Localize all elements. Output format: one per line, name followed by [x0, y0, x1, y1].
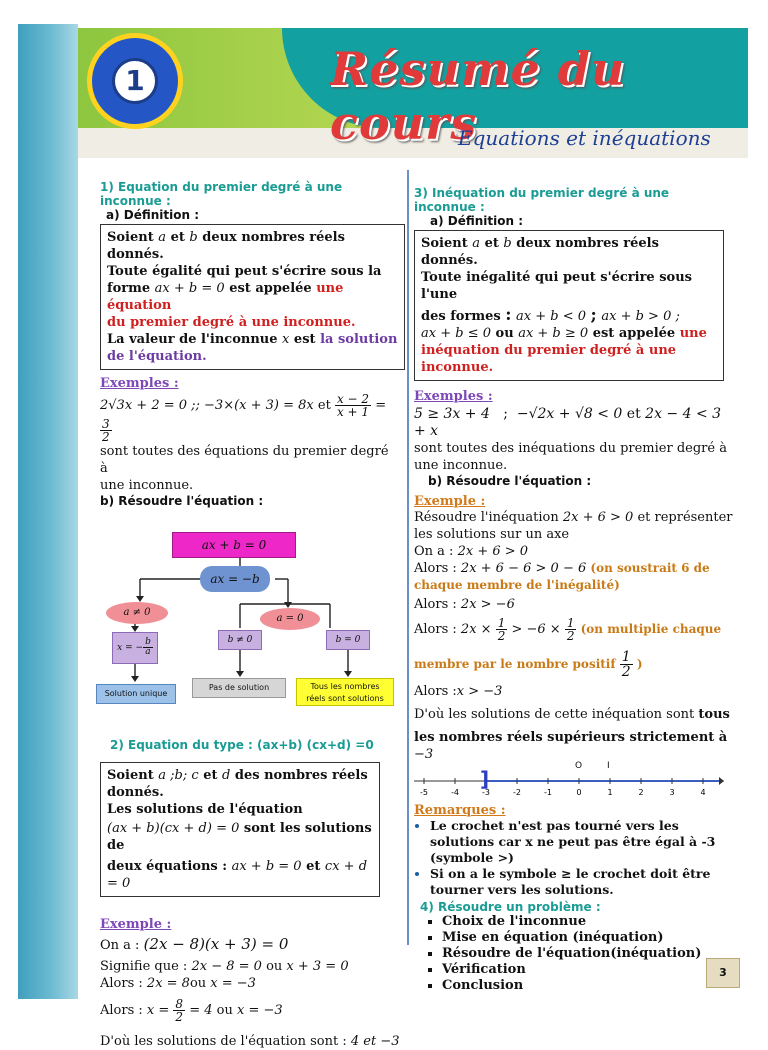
axis-tick-label: 0: [576, 788, 582, 797]
text: ): [636, 657, 643, 671]
comment-text: chaque membre de l'inégalité): [414, 578, 620, 592]
math: ax + b ≥ 0: [518, 326, 589, 341]
example-2-line: [100, 958, 400, 975]
fraction: [100, 418, 112, 443]
flow-result-all-reals: [296, 678, 394, 706]
examples-title-right: Exemples :: [414, 389, 493, 404]
step-item: ▪ Conclusion: [442, 978, 734, 994]
math: 2√3x + 2 = 0 ;; −3×(x + 3) = 8x: [100, 398, 314, 413]
section-3-title: 3) Inéquation du premier degré à une inconnue :: [414, 186, 670, 214]
remark-item: • Le crochet n'est pas tourné vers les solutions car x ne peut pas être égal à -3 (symbole >): [430, 818, 734, 866]
math: 2x − 8 = 0: [191, 959, 262, 974]
number-line-svg: [414, 765, 724, 799]
text: et représenter: [637, 510, 733, 525]
math: (2x − 8)(x + 3) = 0: [143, 935, 289, 953]
example-right-title: Exemple :: [414, 494, 486, 509]
text: et: [484, 236, 499, 251]
section-3b-title: b) Résoudre l'équation :: [428, 474, 592, 488]
highlight-text: du premier degré à une inconnue.: [107, 315, 356, 330]
math: x: [282, 332, 290, 347]
examples-title: Exemples :: [100, 376, 179, 391]
fraction: [565, 617, 577, 642]
math: (ax + b)(cx + d) = 0: [107, 821, 240, 836]
examples-text: sont toutes des inéquations du premier degré à: [414, 441, 727, 456]
text: Soient: [421, 236, 468, 251]
text: D'où les solutions de cette inéquation sont: [414, 707, 695, 722]
math: a ;b; c: [158, 768, 199, 783]
numerator: 3: [102, 417, 110, 431]
text: membre par le nombre positif: [414, 657, 616, 671]
text: des formes: [421, 309, 501, 324]
flow-node-b-not-zero: b ≠ 0: [218, 630, 262, 650]
axis-tick-label: -2: [513, 788, 521, 797]
text: Alors :: [414, 622, 457, 637]
highlight-text: une: [679, 326, 707, 341]
math: a: [472, 236, 481, 251]
example-line: [414, 617, 734, 642]
flow-node-ax-minus-b: ax = −b: [200, 566, 270, 592]
resolution-flowchart: [100, 528, 400, 708]
step-item: ▪ Mise en équation (inéquation): [442, 930, 734, 946]
left-column: [100, 180, 400, 1050]
definition-box-product: [100, 762, 380, 897]
flow-node-solution-formula: [112, 632, 158, 664]
example-line: [414, 596, 734, 613]
axis-tick-label: 3: [669, 788, 675, 797]
examples-text: une inconnue.: [414, 458, 508, 473]
math: ax + b < 0: [516, 309, 587, 324]
section-1b-title: b) Résoudre l'équation :: [100, 494, 264, 508]
math: =: [375, 398, 387, 413]
math: 4 et −3: [350, 1034, 400, 1049]
comment-text: (on soustrait 6 de: [590, 561, 710, 575]
math: d: [222, 768, 231, 783]
example-line: [414, 543, 734, 560]
text: Alors :: [100, 976, 143, 991]
math: ax + b = 0: [231, 859, 302, 874]
math: ax + b = 0: [154, 281, 225, 296]
example-2-line: [100, 936, 400, 954]
page-number: 3: [706, 958, 740, 988]
text: deux nombres réels donnés.: [107, 230, 345, 262]
fraction: [143, 638, 153, 657]
definition-box-equation: [100, 224, 405, 370]
flow-node-a-not-zero: a ≠ 0: [106, 602, 168, 624]
highlight-text: inconnue.: [421, 360, 494, 375]
example-line: [414, 706, 734, 723]
section-4-title: 4) Résoudre un problème :: [420, 900, 601, 914]
math: 2x = 8: [146, 976, 190, 991]
math: > −6 ×: [511, 622, 561, 637]
number-line: [414, 761, 724, 799]
remark-item: • Si on a le symbole ≥ le crochet doit être tourner vers les solutions.: [430, 866, 734, 898]
math: 2x + 6 > 0: [457, 544, 529, 559]
fraction: [620, 650, 633, 679]
example-2-line: [100, 998, 400, 1023]
text: ou: [495, 326, 514, 341]
text: les nombres réels supérieurs strictement à: [414, 730, 728, 745]
denominator: x + 1: [336, 405, 370, 419]
text: ou: [216, 1003, 233, 1018]
chapter-badge: [92, 38, 178, 124]
text: et: [203, 768, 218, 783]
math: ax + b > 0 ;: [601, 309, 680, 324]
comment-text: [414, 650, 734, 679]
example-2-line: [100, 975, 400, 992]
text: Alors :: [414, 684, 457, 699]
text: On a :: [100, 938, 140, 953]
example-line: les solutions sur un axe: [414, 527, 570, 542]
math: cx + d = 0: [107, 859, 368, 891]
text: et: [170, 230, 185, 245]
fraction: [173, 998, 185, 1023]
denominator: 2: [175, 1010, 184, 1024]
text: est appelée: [229, 281, 312, 296]
open-bracket: ]: [480, 767, 490, 791]
math: 2x > −6: [460, 597, 515, 612]
math: b: [189, 230, 198, 245]
column-divider: [407, 170, 409, 945]
text: deux équations :: [107, 859, 228, 874]
math: x > −3: [456, 684, 503, 699]
text: Toute égalité qui peut s'écrire sous la: [107, 264, 382, 279]
text: ou: [189, 976, 207, 991]
text: ou: [266, 959, 283, 974]
examples-text: une inconnue.: [100, 478, 194, 493]
text: est appelée: [592, 326, 676, 341]
text: Les solutions de l'équation: [107, 802, 303, 817]
text: forme: [107, 281, 151, 296]
text: tous: [698, 707, 730, 722]
text: Signifie que :: [100, 959, 188, 974]
math: b: [503, 236, 512, 251]
numerator: 1: [621, 649, 631, 665]
axis-tick-label: -4: [451, 788, 459, 797]
denominator: 2: [621, 664, 631, 680]
math: ax + b ≤ 0: [421, 326, 491, 341]
comment-text: (on multiplie chaque: [580, 622, 722, 636]
text: Alors :: [414, 597, 457, 612]
remarks-title: Remarques :: [414, 803, 506, 818]
flow-node-b-zero: b = 0: [326, 630, 370, 650]
numerator: b: [145, 637, 151, 647]
unit-label: I: [607, 761, 610, 771]
step-item: ▪ Résoudre de l'équation(inéquation): [442, 946, 734, 962]
math: = 4: [189, 1003, 213, 1018]
text: Alors :: [100, 1003, 143, 1018]
denominator: a: [145, 647, 151, 657]
example-2-title: Exemple :: [100, 917, 172, 932]
text: deux nombres réels donnés.: [421, 236, 659, 268]
axis-tick-label: 2: [638, 788, 644, 797]
math: −√2x + √8 < 0: [516, 406, 623, 422]
numerator: x − 2: [336, 392, 370, 406]
example-line: [414, 560, 734, 577]
math: x + 3 = 0: [286, 959, 349, 974]
math: x = −: [117, 643, 144, 653]
denominator: 2: [102, 430, 110, 444]
origin-label: O: [575, 761, 583, 771]
fraction: [335, 393, 371, 418]
remarks-list: [414, 818, 734, 898]
axis-tick-label: -5: [420, 788, 428, 797]
examples-text: sont toutes des équations du premier degré à: [100, 444, 389, 476]
section-2-title: 2) Equation du type : (ax+b) (cx+d) =0: [110, 738, 374, 752]
section-3-definition-label: a) Définition :: [430, 214, 524, 228]
math: 5 ≥ 3x + 4: [414, 406, 490, 422]
text: et: [306, 859, 321, 874]
text: D'où les solutions de l'équation sont :: [100, 1034, 347, 1049]
definition-box-inequation: [414, 230, 724, 381]
text: Tous les nombres: [310, 682, 380, 691]
section-1-definition-label: a) Définition :: [106, 208, 200, 222]
axis-tick-label: -1: [544, 788, 552, 797]
numerator: 1: [497, 616, 506, 630]
math: 2x − 4 < 3 + x: [414, 406, 722, 439]
numerator: 8: [175, 997, 184, 1011]
left-sidebar-decoration: [18, 24, 78, 999]
text: ;: [503, 406, 508, 422]
text: est: [293, 332, 316, 347]
fraction: [496, 617, 508, 642]
denominator: 2: [497, 629, 506, 643]
text: sont les solutions de: [107, 821, 372, 853]
flow-result-unique: Solution unique: [96, 684, 176, 704]
math: 2x + 6 − 6 > 0 − 6: [460, 561, 587, 576]
text: Toute inégalité qui peut s'écrire sous l'une: [421, 270, 692, 302]
text: réels sont solutions: [306, 694, 384, 703]
highlight-text: de l'équation.: [107, 349, 207, 364]
examples-equations: [100, 393, 400, 443]
text: Résoudre l'inéquation: [414, 510, 559, 525]
examples-inequations: [414, 406, 734, 440]
text: Alors :: [414, 561, 457, 576]
denominator: 2: [566, 629, 575, 643]
step-item: ▪ Choix de l'inconnue: [442, 914, 734, 930]
text: donnés.: [107, 785, 164, 800]
page-subtitle: Equations et inéquations: [458, 126, 711, 150]
math: x = −3: [236, 1003, 283, 1018]
axis-tick-label: 1: [607, 788, 613, 797]
example-line: [414, 729, 734, 763]
text: La valeur de l'inconnue: [107, 332, 278, 347]
step-item: ▪ Vérification: [442, 962, 734, 978]
text: Soient: [107, 768, 154, 783]
math: −3: [414, 747, 434, 762]
math: 2x + 6 > 0: [562, 510, 634, 525]
text: :: [505, 305, 512, 325]
example-line: [414, 683, 734, 700]
math: x =: [146, 1003, 170, 1018]
example-line: [414, 509, 734, 526]
text: et: [317, 398, 331, 413]
example-2-conclusion: [100, 1033, 400, 1050]
page-title: Résumé du cours: [330, 42, 626, 150]
flow-node-a-zero: a = 0: [260, 608, 320, 630]
math: 2x ×: [460, 622, 492, 637]
highlight-text: inéquation du premier degré à une: [421, 343, 677, 358]
problem-steps-list: [414, 914, 734, 994]
text: ;: [590, 305, 597, 325]
highlight-text: la solution: [320, 332, 398, 347]
right-column: [414, 186, 734, 994]
math: x = −3: [210, 976, 256, 991]
text: et: [626, 406, 641, 422]
flow-result-none: Pas de solution: [192, 678, 286, 698]
text: On a :: [414, 544, 454, 559]
chapter-number: 1: [112, 58, 158, 104]
axis-tick-label: -3: [482, 788, 490, 797]
flow-node-ax-plus-b: ax + b = 0: [172, 532, 296, 558]
section-1-title: 1) Equation du premier degré à une inconnue :: [100, 180, 343, 208]
text: Soient: [107, 230, 154, 245]
math: a: [158, 230, 167, 245]
text: des nombres réels: [234, 768, 368, 783]
axis-tick-label: 4: [700, 788, 706, 797]
numerator: 1: [566, 616, 575, 630]
highlight-text: une équation: [107, 281, 344, 313]
